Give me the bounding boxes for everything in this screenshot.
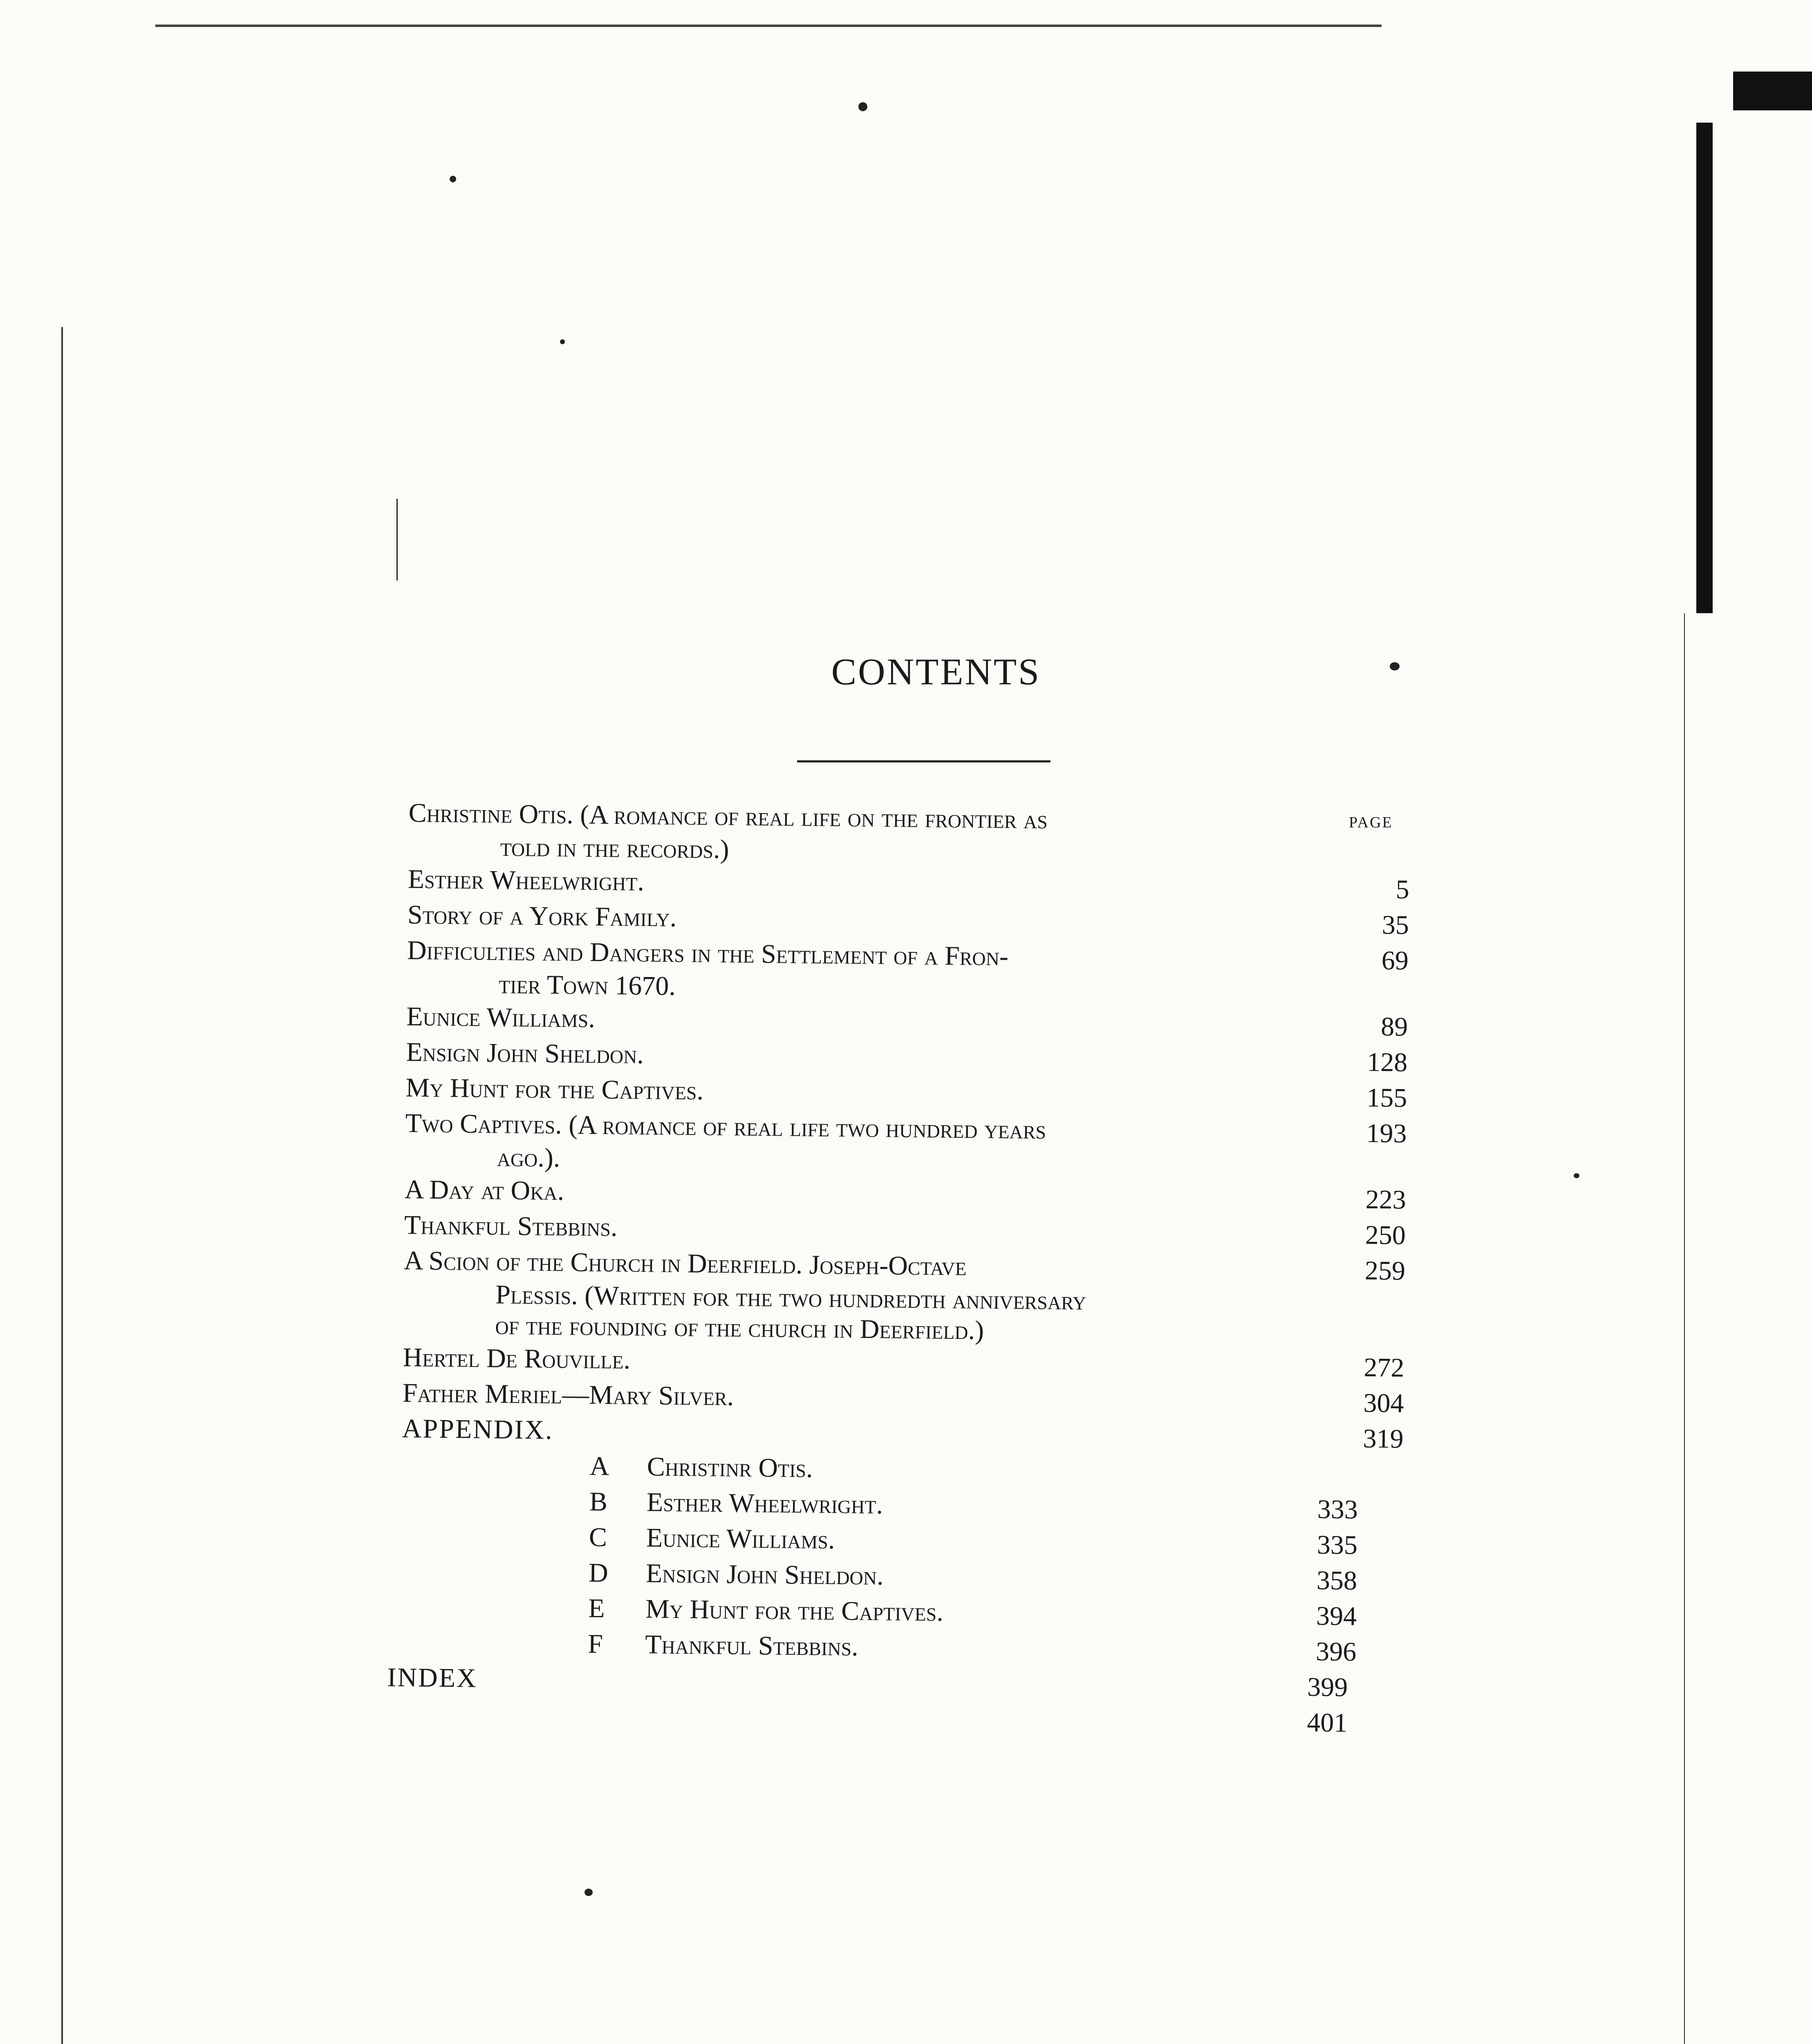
table-of-contents: [387, 795, 1410, 1741]
appendix-title: Christinr Otis.: [647, 1452, 813, 1484]
toc-entry-page: 89: [1380, 1011, 1408, 1042]
toc-entry-title: ago.).: [497, 1142, 560, 1173]
appendix-page: 335: [1317, 1530, 1358, 1560]
appendix-page: 333: [1317, 1494, 1358, 1525]
toc-entry-title: Two Captives. (A romance of real life two hundred years: [405, 1108, 1046, 1145]
toc-entry-page: 193: [1366, 1118, 1407, 1149]
toc-appendix-list: [400, 1446, 1403, 1670]
appendix-title: My Hunt for the Captives.: [645, 1594, 944, 1627]
appendix-letter: D: [588, 1558, 609, 1588]
toc-entry-page: 155: [1366, 1083, 1407, 1113]
toc-entry-title: Christine Otis. (A romance of real life on the frontier as: [408, 798, 1048, 835]
toc-entry-page: 69: [1381, 945, 1409, 976]
toc-index-title: INDEX: [387, 1662, 478, 1693]
toc-entry-page: 223: [1365, 1184, 1407, 1215]
toc-entry-title: Eunice Williams.: [406, 1001, 596, 1033]
toc-entry-title: told in the records.): [500, 832, 729, 865]
toc-entry-title: A Day at Oka.: [404, 1174, 564, 1206]
toc-entry-page: 128: [1366, 1047, 1408, 1078]
toc-last-page: 401: [1306, 1708, 1348, 1738]
page-edge-left: [61, 327, 63, 2044]
speck: [1390, 662, 1400, 670]
toc-entry-title: tier Town 1670.: [498, 969, 676, 1001]
appendix-letter: A: [589, 1451, 609, 1481]
speck: [585, 1889, 593, 1896]
toc-entry-page: 250: [1365, 1220, 1406, 1251]
toc-entry-title: My Hunt for the Captives.: [405, 1072, 704, 1106]
appendix-letter: E: [588, 1593, 605, 1624]
toc-entry-title: Esther Wheelwright.: [408, 864, 645, 897]
toc-index-page: 399: [1307, 1672, 1348, 1703]
toc-entry-page: 35: [1382, 910, 1409, 940]
appendix-letter: C: [589, 1522, 607, 1553]
appendix-title: Thankful Stebbins.: [645, 1629, 859, 1662]
scan-mark: [396, 499, 398, 580]
toc-entry-page: 5: [1395, 874, 1410, 905]
page-column-label: PAGE: [1349, 814, 1393, 831]
speck: [858, 102, 867, 111]
toc-entry-title: Thankful Stebbins.: [404, 1210, 618, 1242]
toc-entry-page: 259: [1364, 1255, 1406, 1286]
toc-entry-title: A Scion of the Church in Deerfield. Joseph-Octave: [403, 1245, 967, 1282]
toc-entry-page: 272: [1364, 1352, 1404, 1383]
page-title: CONTENTS: [831, 651, 1041, 693]
appendix-page: 396: [1315, 1636, 1357, 1667]
appendix-letter: F: [587, 1629, 603, 1659]
toc-entry-title: of the founding of the church in Deerfield.): [495, 1310, 984, 1345]
toc-entry-title: APPENDIX.: [402, 1413, 553, 1445]
toc-entry-page: 304: [1363, 1388, 1404, 1419]
toc-entry-title: Story of a York Family.: [407, 899, 677, 932]
title-rule: [797, 760, 1050, 762]
binding-shadow: [1696, 123, 1713, 613]
toc-entry-title: Plessis. (Written for the two hundredth anniversary: [495, 1280, 1086, 1316]
binding-tab: [1733, 72, 1812, 110]
speck: [560, 339, 565, 344]
appendix-title: Ensign John Sheldon.: [645, 1558, 884, 1591]
toc-entry-title: Hertel De Rouville.: [403, 1342, 631, 1375]
toc-entry-title: Difficulties and Dangers in the Settlement of a Fron-: [407, 935, 1009, 972]
speck: [450, 176, 456, 182]
toc-entry-title: Ensign John Sheldon.: [406, 1037, 644, 1070]
appendix-page: 358: [1316, 1565, 1357, 1596]
appendix-page: 394: [1316, 1601, 1357, 1632]
toc-entry-title: Father Meriel—Mary Silver.: [402, 1378, 734, 1412]
appendix-title: Esther Wheelwright.: [646, 1487, 883, 1520]
gutter-line: [1684, 613, 1685, 2044]
page-edge-top: [155, 25, 1382, 27]
toc-entry-page: 319: [1363, 1423, 1404, 1454]
speck: [1574, 1173, 1579, 1178]
appendix-letter: B: [589, 1486, 608, 1517]
toc-main-list: [402, 795, 1410, 1457]
appendix-title: Eunice Williams.: [646, 1523, 835, 1555]
